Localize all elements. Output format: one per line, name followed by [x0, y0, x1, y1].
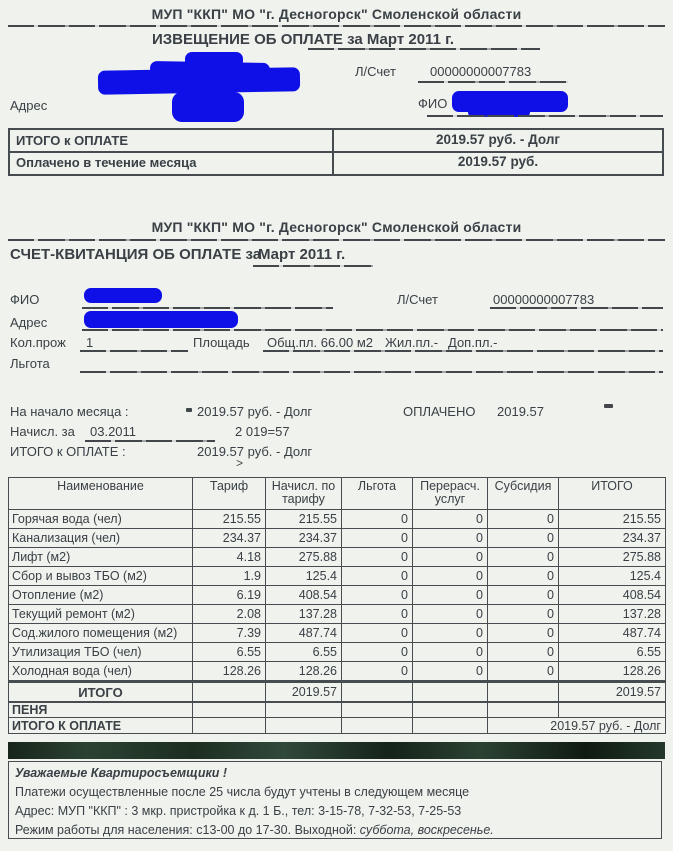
empty-cell: [413, 702, 488, 718]
empty-cell: [488, 702, 559, 718]
summary-total-label: ИТОГО к ОПЛАТЕ: [16, 133, 129, 148]
summary-total-value: 2019.57 руб. - Долг: [435, 132, 561, 147]
subsidy-value: 0: [488, 643, 559, 662]
due-label: ИТОГО к ОПЛАТЕ :: [10, 444, 126, 459]
summary-paid-value: 2019.57 руб.: [457, 154, 539, 169]
tariff-value: 128.26: [193, 662, 266, 682]
col-header-subsidy: Субсидия: [488, 478, 559, 510]
notice-title-text: ИЗВЕЩЕНИЕ ОБ ОПЛАТЕ за: [152, 31, 363, 48]
table-row: [9, 624, 666, 643]
subsidy-value: 0: [488, 510, 559, 529]
scan-dark-bar: [8, 742, 665, 759]
table-row: [9, 510, 666, 529]
notice-account-value: 00000000007783: [430, 64, 532, 79]
empty-cell: [266, 718, 342, 734]
benefit-value: 0: [342, 662, 413, 682]
area-total-value: Общ.пл. 66.00 м2: [267, 335, 374, 350]
redaction-receipt-fio: [84, 288, 162, 303]
receipt-fio-label: ФИО: [10, 292, 40, 307]
accrued-label: Начисл. за: [10, 424, 75, 439]
total-value: 275.88: [559, 548, 666, 567]
subsidy-value: 0: [488, 624, 559, 643]
col-header-tariff: Тариф: [193, 478, 266, 510]
paid-value: 2019.57: [497, 404, 544, 419]
subsidy-value: 0: [488, 529, 559, 548]
receipt-account-value: 00000000007783: [493, 292, 595, 307]
table-row: [9, 586, 666, 605]
notice-period: Март 2011 г.: [366, 31, 454, 48]
tariff-value: 7.39: [193, 624, 266, 643]
table-row: [9, 567, 666, 586]
col-header-benefit: Льгота: [342, 478, 413, 510]
col-header-accrued: Начисл. по тарифу: [266, 478, 342, 510]
area-label: Площадь: [193, 335, 250, 350]
tariff-value: 234.37: [193, 529, 266, 548]
summary-paid-label: Оплачено в течение месяца: [16, 155, 197, 170]
accrued-value: 215.55: [266, 510, 342, 529]
total-value: 128.26: [559, 662, 666, 682]
footer-hours-days-off: суббота, воскресенье.: [359, 823, 494, 837]
benefit-value: 0: [342, 605, 413, 624]
residents-underline: [80, 350, 188, 352]
table-row: [9, 605, 666, 624]
total-accrued-value: 2019.57: [266, 682, 342, 703]
receipt-title: СЧЕТ-КВИТАНЦИЯ ОБ ОПЛАТЕ за: [10, 246, 262, 263]
paid-label: ОПЛАЧЕНО: [403, 404, 476, 419]
divider-line-2: [8, 239, 665, 241]
empty-cell: [342, 702, 413, 718]
empty-cell: [193, 718, 266, 734]
empty-cell: [413, 718, 488, 734]
receipt-period: Март 2011 г.: [258, 246, 346, 263]
receipt-fio-underline: [82, 307, 333, 309]
tariff-value: 2.08: [193, 605, 266, 624]
opening-balance-label: На начало месяца :: [10, 404, 129, 419]
empty-cell: [266, 702, 342, 718]
total-value: 408.54: [559, 586, 666, 605]
footer-hours: [15, 821, 661, 840]
benefit-value: 0: [342, 510, 413, 529]
recalc-value: 0: [413, 510, 488, 529]
service-name: Холодная вода (чел): [9, 662, 193, 682]
col-header-recalc: Перерасч. услуг: [413, 478, 488, 510]
subsidy-value: 0: [488, 662, 559, 682]
empty-cell: [413, 682, 488, 703]
redaction-address-tail: [172, 92, 244, 122]
benefit-value: 0: [342, 548, 413, 567]
empty-cell: [193, 682, 266, 703]
receipt-org-name: МУП "ККП" МО "г. Десногорск" Смоленской области: [151, 219, 522, 235]
benefit-value: 0: [342, 643, 413, 662]
recalc-value: 0: [413, 605, 488, 624]
benefit-label: Льгота: [10, 356, 50, 371]
tariff-value: 1.9: [193, 567, 266, 586]
service-name: Текущий ремонт (м2): [9, 605, 193, 624]
receipt-account-underline: [490, 307, 663, 309]
footer-notes-box: [8, 761, 662, 839]
recalc-value: 0: [413, 624, 488, 643]
penalty-row: [9, 702, 666, 718]
opening-balance-value: 2019.57 руб. - Долг: [197, 404, 313, 419]
accrued-value: 408.54: [266, 586, 342, 605]
notice-org-name: МУП "ККП" МО "г. Десногорск" Смоленской области: [151, 6, 522, 22]
notice-fio-label: ФИО: [418, 96, 448, 111]
recalc-value: 0: [413, 567, 488, 586]
divider-line: [8, 25, 665, 27]
receipt-account-label: Л/Счет: [397, 292, 438, 307]
recalc-value: 0: [413, 586, 488, 605]
benefit-underline: [80, 371, 663, 373]
table-row: [9, 529, 666, 548]
service-name: Утилизация ТБО (чел): [9, 643, 193, 662]
grand-total-label: ИТОГО К ОПЛАТЕ: [9, 718, 193, 734]
residents-label: Кол.прож: [10, 335, 66, 350]
penalty-label: ПЕНЯ: [9, 702, 193, 718]
service-name: Сод.жилого помещения (м2): [9, 624, 193, 643]
notice-title: [152, 31, 454, 48]
accrued-value: 2 019=57: [235, 424, 290, 439]
charges-table: [8, 477, 666, 734]
table-row: [9, 643, 666, 662]
total-value: 487.74: [559, 624, 666, 643]
recalc-value: 0: [413, 529, 488, 548]
notice-account-label: Л/Счет: [355, 64, 396, 79]
receipt-address-underline: [82, 329, 663, 331]
empty-cell: [193, 702, 266, 718]
service-name: Горячая вода (чел): [9, 510, 193, 529]
accrued-period: 03.2011: [90, 424, 137, 439]
subsidy-value: 0: [488, 605, 559, 624]
total-row-label: ИТОГО: [9, 682, 193, 703]
fio-underline: [427, 115, 663, 117]
benefit-value: 0: [342, 624, 413, 643]
subsidy-value: 0: [488, 548, 559, 567]
footer-hours-text: Режим работы для населения: с13-00 до 17-30. Выходной:: [15, 823, 360, 837]
col-header-total: ИТОГО: [559, 478, 666, 510]
benefit-value: 0: [342, 586, 413, 605]
table-row: [9, 548, 666, 567]
total-value: 215.55: [559, 510, 666, 529]
grand-total-value: 2019.57 руб. - Долг: [488, 718, 666, 734]
footer-office-address: Адрес: МУП "ККП" : 3 мкр. пристройка к д. 1 Б., тел: 3-15-78, 7-32-53, 7-25-53: [15, 804, 462, 818]
total-value: 137.28: [559, 605, 666, 624]
receipt-period-underline: [253, 265, 373, 267]
tariff-value: 6.55: [193, 643, 266, 662]
scan-speck: [186, 408, 192, 412]
summary-divider: [10, 151, 662, 153]
table-row: [9, 662, 666, 682]
empty-cell: [559, 702, 666, 718]
residents-value: 1: [86, 335, 94, 350]
notice-period-underline: [308, 48, 540, 50]
subsidy-value: 0: [488, 586, 559, 605]
redaction-receipt-address: [84, 311, 238, 328]
accrued-value: 6.55: [266, 643, 342, 662]
total-row: [9, 682, 666, 703]
accrued-underline: [85, 440, 215, 442]
scan-chevron-artifact: >: [236, 456, 244, 470]
benefit-value: 0: [342, 567, 413, 586]
total-value: 234.37: [559, 529, 666, 548]
accrued-value: 487.74: [266, 624, 342, 643]
footer-greeting: Уважаемые Квартиросъемщики !: [15, 766, 228, 780]
recalc-value: 0: [413, 643, 488, 662]
scan-speck: [604, 404, 613, 408]
accrued-value: 125.4: [266, 567, 342, 586]
charges-header-row: [9, 478, 666, 510]
area-underline: [263, 350, 663, 352]
service-name: Сбор и вывоз ТБО (м2): [9, 567, 193, 586]
service-name: Канализация (чел): [9, 529, 193, 548]
area-additional-value: Доп.пл.-: [448, 335, 498, 350]
total-total-value: 2019.57: [559, 682, 666, 703]
recalc-value: 0: [413, 662, 488, 682]
empty-cell: [488, 682, 559, 703]
due-value: 2019.57 руб. - Долг: [197, 444, 313, 459]
benefit-value: 0: [342, 529, 413, 548]
redaction-address-3: [150, 61, 270, 77]
accrued-value: 234.37: [266, 529, 342, 548]
tariff-value: 6.19: [193, 586, 266, 605]
total-value: 125.4: [559, 567, 666, 586]
tariff-value: 215.55: [193, 510, 266, 529]
accrued-value: 275.88: [266, 548, 342, 567]
receipt-address-label: Адрес: [10, 315, 48, 330]
total-value: 6.55: [559, 643, 666, 662]
recalc-value: 0: [413, 548, 488, 567]
service-name: Лифт (м2): [9, 548, 193, 567]
accrued-value: 128.26: [266, 662, 342, 682]
account-underline: [418, 81, 568, 83]
notice-summary-box: [8, 128, 664, 176]
accrued-value: 137.28: [266, 605, 342, 624]
tariff-value: 4.18: [193, 548, 266, 567]
area-living-value: Жил.пл.-: [385, 335, 439, 350]
col-header-name: Наименование: [9, 478, 193, 510]
notice-address-label: Адрес: [10, 98, 48, 113]
empty-cell: [342, 682, 413, 703]
footer-payment-note: Платежи осуществленные после 25 числа будут учтены в следующем месяце: [15, 785, 470, 799]
grand-total-row: [9, 718, 666, 734]
empty-cell: [342, 718, 413, 734]
subsidy-value: 0: [488, 567, 559, 586]
service-name: Отопление (м2): [9, 586, 193, 605]
